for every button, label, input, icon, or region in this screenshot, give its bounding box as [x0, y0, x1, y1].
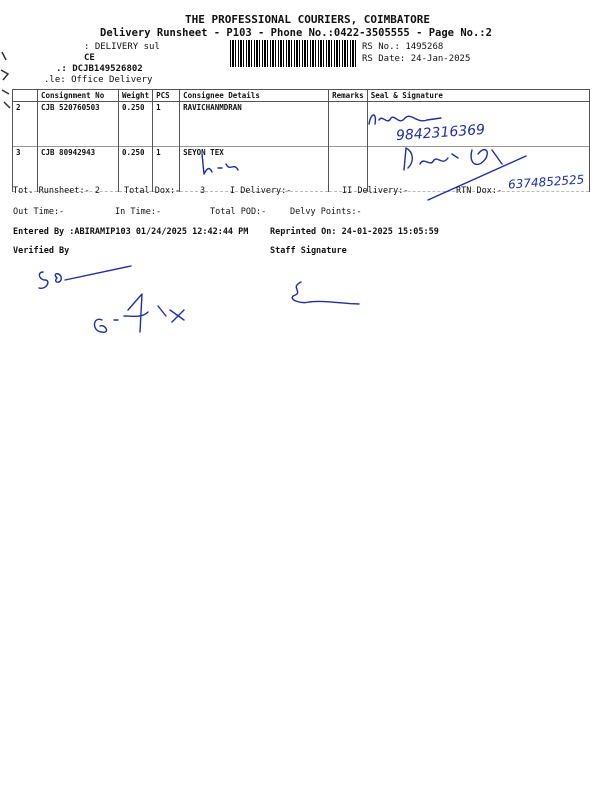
row-consignment: CJB 80942943: [38, 147, 119, 192]
signature-small: [198, 150, 248, 178]
i-delivery: I Delivery:-: [230, 186, 292, 196]
runsheet-line: Delivery Runsheet - P103 - Phone No.:0422-3505555 - Page No.:2: [100, 27, 492, 39]
row-remarks: [329, 147, 368, 192]
table-header-row: [13, 90, 590, 102]
col-seal: Seal & Signature: [367, 90, 589, 102]
rs-number: RS No.: 1495268: [362, 42, 444, 52]
entered-by: Entered By :ABIRAMIP103 01/24/2025 12:42:44 PM: [13, 227, 249, 237]
tot-runsheet: Tot. Runsheet:- 2: [13, 186, 100, 196]
total-dox-value: 3: [200, 186, 206, 196]
col-sno: [13, 90, 38, 102]
verified-by: Verified By: [13, 246, 70, 256]
signature-row1: [365, 110, 445, 132]
handwritten-phone-2: 6374852525: [507, 172, 585, 192]
col-consignment: Consignment No: [38, 90, 119, 102]
rs-date: RS Date: 24-Jan-2025: [362, 54, 471, 64]
reprinted-on: Reprinted On: 24-01-2025 15:05:59: [270, 227, 439, 237]
row-sno: 3: [13, 147, 38, 192]
company-name: THE PROFESSIONAL COURIERS, COIMBATORE: [185, 13, 431, 26]
delvy-points: Delvy Points:-: [290, 207, 362, 217]
row-consignee: SEYON TEX: [180, 147, 329, 192]
staff-signature: [285, 278, 365, 312]
row-weight: 0.250: [119, 147, 153, 192]
row-consignment: CJB 520760503: [38, 102, 119, 147]
header-ce: CE: [84, 53, 95, 63]
ii-delivery: II Delivery:-: [342, 186, 409, 196]
row-sno: 2: [13, 102, 38, 147]
col-remarks: Remarks: [329, 90, 368, 102]
signature-verified-2: [88, 290, 198, 340]
in-time: In Time:-: [115, 207, 162, 217]
row-remarks: [329, 102, 368, 147]
total-dox: Total Dox:-: [124, 186, 181, 196]
handwritten-phone-1: 9842316369: [395, 121, 486, 145]
row-pcs: 1: [153, 147, 180, 192]
total-pod: Total POD:-: [210, 207, 267, 217]
staff-signature-label: Staff Signature: [270, 246, 347, 256]
barcode: [230, 40, 358, 67]
rtn-dox: RTN Dox:-: [456, 186, 503, 196]
row-pcs: 1: [153, 102, 180, 147]
col-weight: Weight: [119, 90, 153, 102]
row-consignee: RAVICHANMDRAN: [180, 102, 329, 147]
signature-verified-1: [35, 262, 135, 292]
delivery-to: : DELIVERY sul: [84, 42, 160, 52]
out-time: Out Time:-: [13, 207, 65, 217]
col-consignee: Consignee Details: [180, 90, 329, 102]
doc-number: .: DCJB149526802: [56, 64, 143, 74]
col-pcs: PCS: [153, 90, 180, 102]
row-weight: 0.250: [119, 102, 153, 147]
file-line: .le: Office Delivery: [44, 75, 153, 85]
